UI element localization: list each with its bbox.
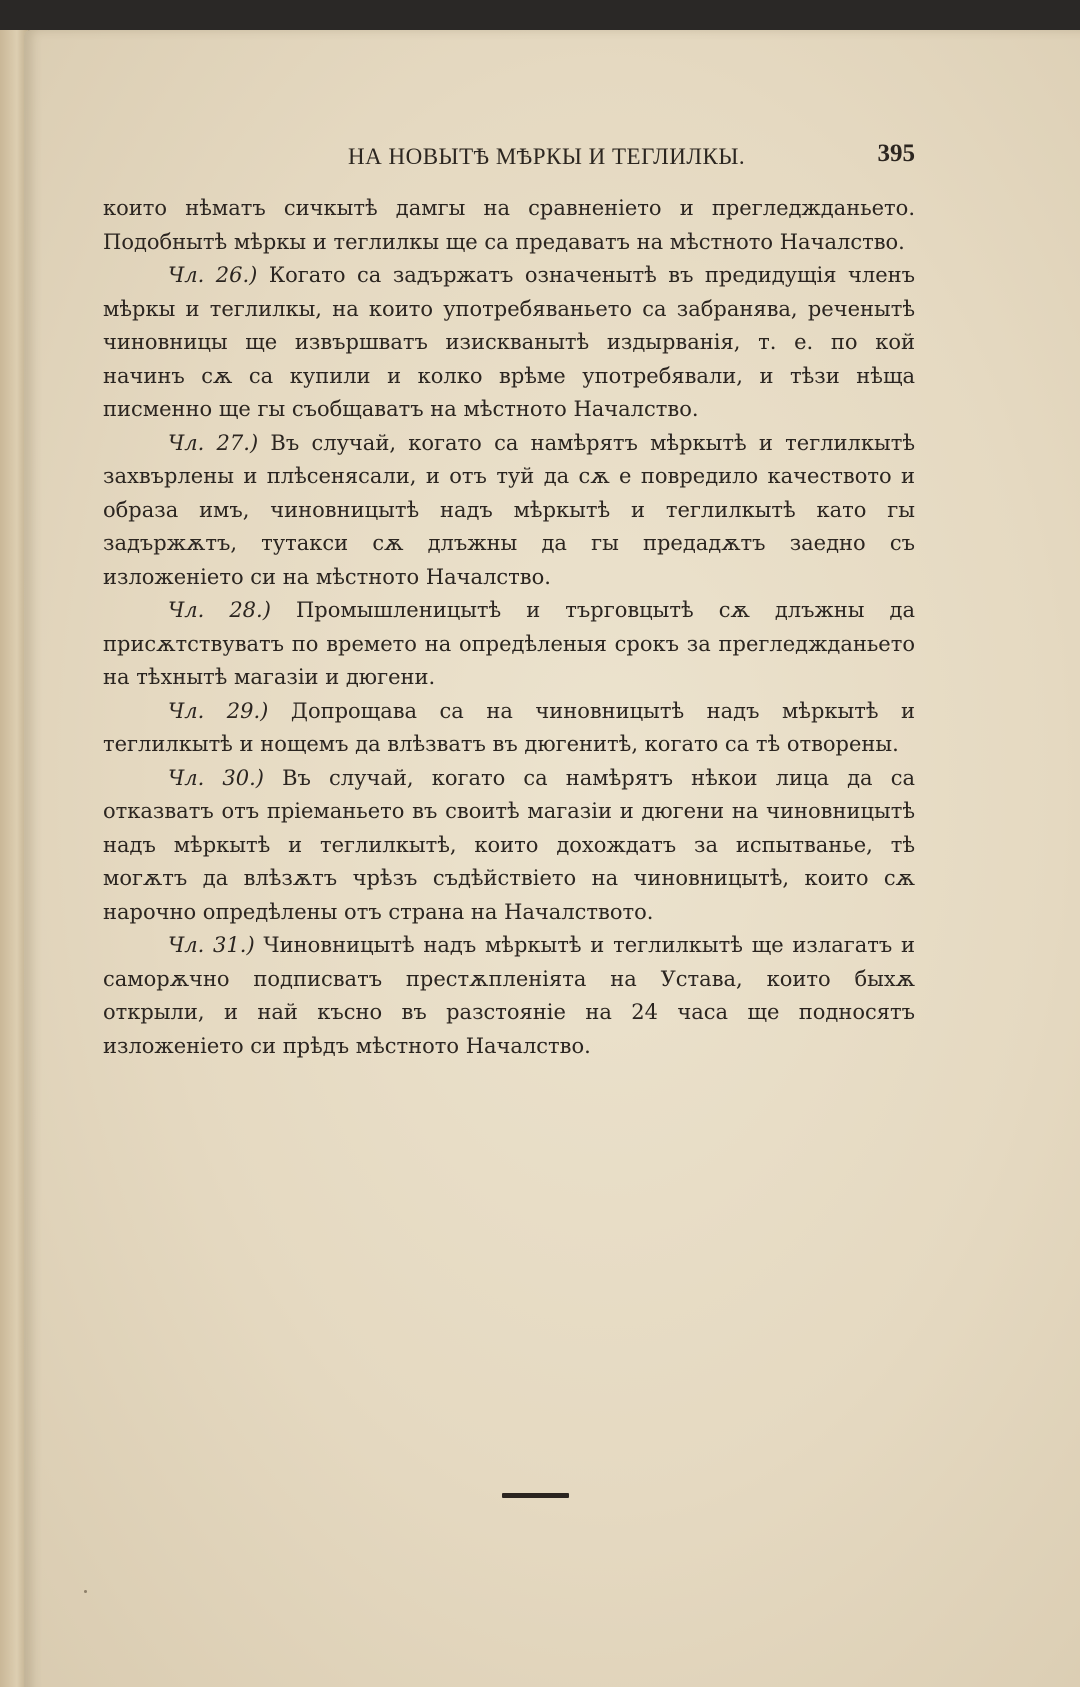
section-end-rule: [502, 1493, 569, 1498]
paragraph-text: Въ случай, когато са намѣрятъ мѣркытѣ и теглилкытѣ захвърлены и плѣсенясали, и отъ туй да сѫ е повредило качеството и образа имъ, чиновницытѣ надъ мѣркытѣ и теглилкытѣ като гы задържѫтъ, тутакси сѫ длъжны да гы предадѫтъ заедно съ изложеніето си на мѣстното Началство.: [103, 430, 915, 589]
body-text: [103, 192, 915, 1063]
article-number: Чл. 28.): [168, 598, 271, 622]
paragraph-text: Чиновницытѣ надъ мѣркытѣ и теглилкытѣ ще излагатъ и саморѫчно подписватъ престѫпленіята на Устава, които быхѫ открыли, и най късно въ разстояніе на 24 часа ще подносятъ изложеніето си прѣдъ мѣстното Началство.: [103, 933, 916, 1058]
page-number: 395: [877, 140, 915, 167]
paragraph-article-29: [103, 695, 915, 762]
paragraph-text: Когато са задържатъ означенытѣ въ предидущія членъ мѣркы и теглилкы, на които употребяваньето са забранява, реченытѣ чиновницы ще извършватъ изискванытѣ издырванія, т. е. по кой начинъ сѫ са купили и колко врѣме употребявали, и тѣзи нѣща писменно ще гы съобщаватъ на мѣстното Началство.: [103, 263, 916, 421]
article-number: Чл. 29.): [168, 698, 269, 723]
article-number: Чл. 30.): [168, 765, 264, 790]
running-head: НА НОВЫТѢ МѢРКЫ И ТЕГЛИЛКЫ.: [348, 144, 746, 169]
article-number: Чл. 26.): [168, 263, 258, 287]
paragraph-article-28: [103, 594, 915, 695]
paragraph-article-26: [103, 259, 915, 427]
paragraph-article-27: [103, 427, 915, 595]
article-number: Чл. 27.): [168, 430, 259, 455]
paragraph-article-30: [103, 762, 915, 930]
paragraph-continued: [103, 192, 915, 259]
paragraph-text: Промышленицытѣ и търговцытѣ сѫ длъжны да присѫтствуватъ по времето на опредѣленыя срокъ за прегледжданьето на тѣхнытѣ магазіи и дюгени.: [103, 598, 916, 689]
article-number: Чл. 31.): [168, 933, 255, 957]
paragraph-text: които нѣматъ сичкытѣ дамгы на сравненіето и прегледжданьето. Подобнытѣ мѣркы и теглилкы ще са предаватъ на мѣстното Началство.: [103, 196, 915, 254]
paragraph-text: Допрощава са на чиновницытѣ надъ мѣркытѣ и теглилкытѣ и нощемъ да влѣзватъ въ дюгенитѣ, когато са тѣ отворены.: [103, 698, 915, 756]
paragraph-article-31: [103, 929, 915, 1063]
paragraph-text: Въ случай, когато са намѣрятъ нѣкои лица да са отказватъ отъ пріеманьето въ своитѣ магазіи и дюгени на чиновницытѣ надъ мѣркытѣ и теглилкытѣ, които дохождатъ за испытванье, тѣ могѫтъ да влѣзѫтъ чрѣзъ съдѣйствіето на чиновницытѣ, които сѫ нарочно опредѣлены отъ страна на Началството.: [103, 765, 915, 924]
paper-speck: [84, 1590, 87, 1593]
page-header: [100, 112, 915, 169]
